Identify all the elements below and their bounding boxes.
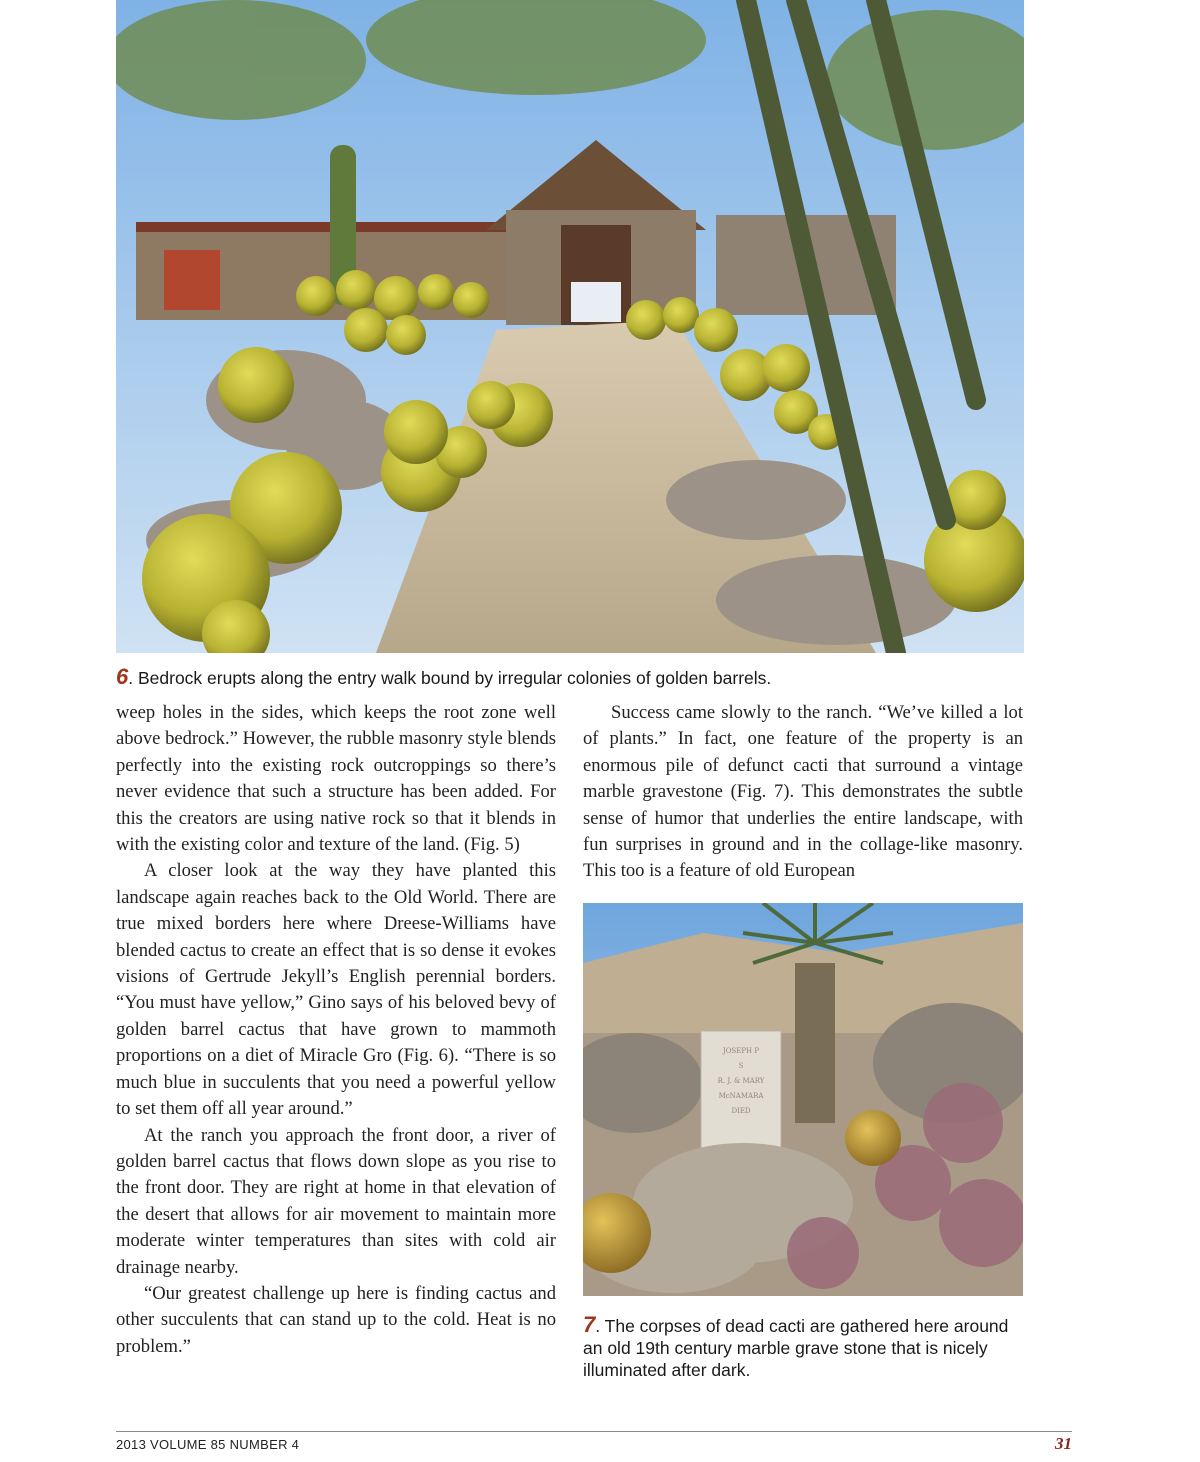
right-text-column <box>583 700 1023 885</box>
gravestone-line-1: JOSEPH P <box>722 1047 760 1055</box>
gravestone-line-4: McNAMARA <box>718 1092 764 1100</box>
cactus-garden-entry-photo <box>116 0 1024 653</box>
left-paragraph-1: weep holes in the sides, which keeps the root zone well above bedrock.” However, the rubble masonry style blends perfectly into the existing rock outcroppings so there’s never evidence that such a structure has been added. For this the creators are using native rock so that it blends in with the existing color and texture of the land. (Fig. 5) <box>116 702 556 856</box>
figure-6-caption-text: . Bedrock erupts along the entry walk bound by irregular colonies of golden barrels. <box>128 668 772 688</box>
figure-7-caption <box>583 1314 1023 1381</box>
left-paragraph-4: “Our greatest challenge up here is finding cactus and other succulents that can stand up to the cold. Heat is no problem.” <box>116 1282 556 1357</box>
figure-7-photo <box>583 903 1023 1296</box>
page-number: 31 <box>1055 1434 1072 1453</box>
figure-6-photo <box>116 0 1024 653</box>
left-text-column <box>116 700 556 1360</box>
figure-7-caption-text: . The corpses of dead cacti are gathered here around an old 19th century marble grave stone that is nicely illuminated after dark. <box>583 1316 1009 1380</box>
left-paragraph-3: At the ranch you approach the front door, a river of golden barrel cactus that flows down slope as you rise to the front door. They are right at home in that elevation of the desert that allows for air movement to maintain more moderate winter temperatures than sites with cold air drainage nearby. <box>116 1124 556 1278</box>
right-paragraph-1: Success came slowly to the ranch. “We’ve killed a lot of plants.” In fact, one feature of the property is an enormous pile of defunct cacti that surround a vintage marble gravestone (Fig. 7). This demonstrates the subtle sense of humor that underlies the entire landscape, with fun surprises in ground and in the collage-like masonry. This too is a feature of old European <box>583 702 1023 882</box>
gravestone-cacti-photo <box>583 903 1023 1296</box>
footer-rule <box>116 1431 1072 1432</box>
gravestone-line-5: DIED <box>731 1107 751 1115</box>
issue-label: 2013 VOLUME 85 NUMBER 4 <box>116 1437 300 1452</box>
gravestone-line-2: S <box>738 1062 744 1070</box>
gravestone-line-3: R. J. & MARY <box>717 1077 765 1085</box>
figure-7-number: 7 <box>583 1312 596 1337</box>
figure-6-caption <box>116 666 1024 689</box>
left-paragraph-2: A closer look at the way they have planted this landscape again reaches back to the Old World. There are true mixed borders here where Dreese-Williams have blended cactus to create an effect that is so dense it evokes visions of Gertrude Jekyll’s English perennial borders. “You must have yellow,” Gino says of his beloved bevy of golden barrel cactus that have grown to mammoth proportions on a diet of Miracle Gro (Fig. 6). “There is so much blue in succulents that you need a powerful yellow to set them off all year around.” <box>116 860 556 1120</box>
figure-6-number: 6 <box>116 664 129 689</box>
